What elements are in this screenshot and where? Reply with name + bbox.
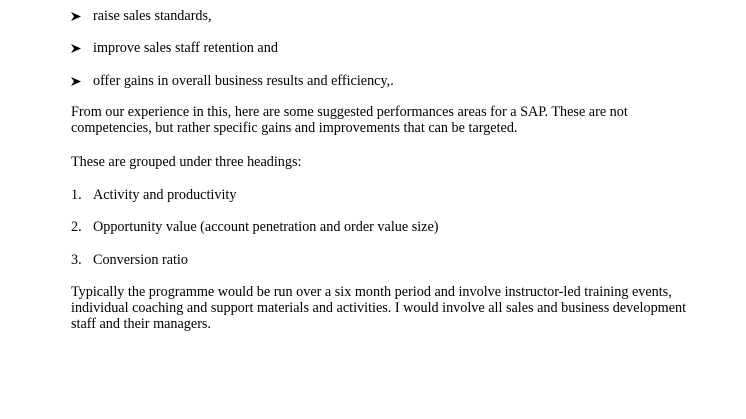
numbered-item-text: Activity and productivity [93,187,237,203]
arrowhead-bullet-icon [71,44,81,53]
list-number: 3. [71,251,82,268]
arrowhead-bullet-icon [71,12,81,21]
bullet-text: raise sales standards, [93,8,212,24]
closing-paragraph: Typically the programme would be run over a six month period and involve instructor-led training events, individual coaching and support materials and activities. I would involve all sales and business development staff and their managers. [71,284,687,332]
numbered-item-text: Opportunity value (account penetration and order value size) [93,219,439,236]
list-number: 1. [71,187,82,203]
headings-intro-paragraph: These are grouped under three headings: [71,154,302,170]
list-number: 2. [71,219,82,236]
bullet-text: improve sales staff retention and [93,40,278,57]
intro-paragraph: From our experience in this, here are some suggested performances areas for a SAP. These are not competencies, but rather specific gains and improvements that can be targeted. [71,104,628,136]
bullet-text: offer gains in overall business results and efficiency,. [93,72,394,89]
arrowhead-bullet-icon [71,77,81,86]
numbered-item-text: Conversion ratio [93,251,188,268]
